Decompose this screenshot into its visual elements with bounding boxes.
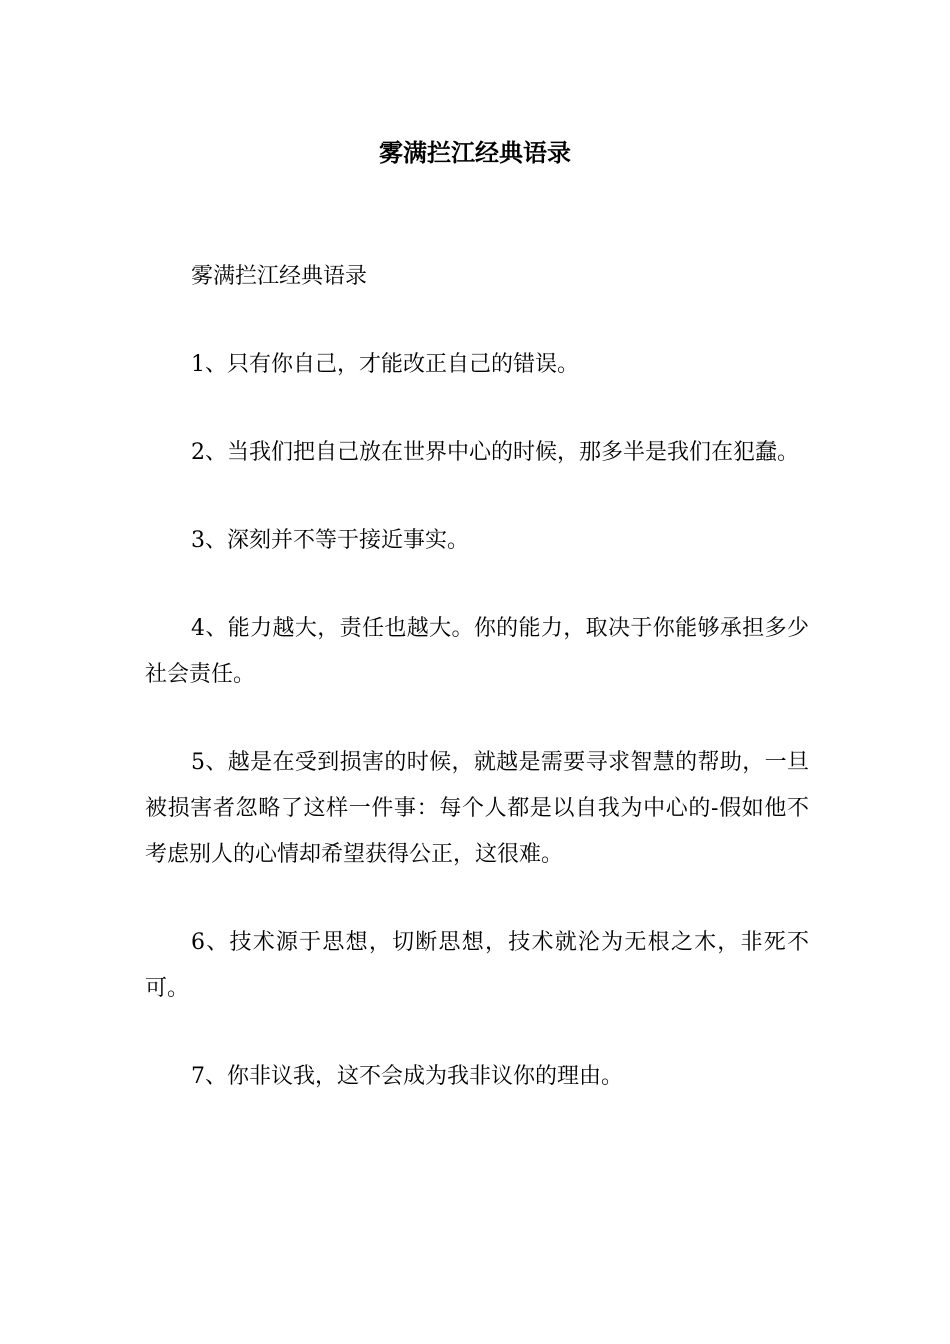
document-title: 雾满拦江经典语录 <box>379 138 571 167</box>
paragraph-quote-1: 1、只有你自己，才能改正自己的错误。 <box>191 352 579 377</box>
document-body <box>145 254 809 1142</box>
paragraph-quote-2: 2、当我们把自己放在世界中心的时候，那多半是我们在犯蠢。 <box>191 440 799 465</box>
paragraph-heading: 雾满拦江经典语录 <box>191 264 368 289</box>
paragraph-quote-4: 4、能力越大，责任也越大。你的能力，取决于你能够承担多少社会责任。 <box>145 616 809 687</box>
paragraph-quote-3: 3、深刻并不等于接近事实。 <box>191 528 469 553</box>
paragraph-quote-6: 6、技术源于思想，切断思想，技术就沦为无根之木，非死不可。 <box>145 930 809 1001</box>
paragraph-quote-5: 5、越是在受到损害的时候，就越是需要寻求智慧的帮助，一旦被损害者忽略了这样一件事：每个人都是以自我为中心的-假如他不考虑别人的心情却希望获得公正，这很难。 <box>145 750 809 867</box>
paragraph-quote-7: 7、你非议我，这不会成为我非议你的理由。 <box>191 1064 623 1089</box>
